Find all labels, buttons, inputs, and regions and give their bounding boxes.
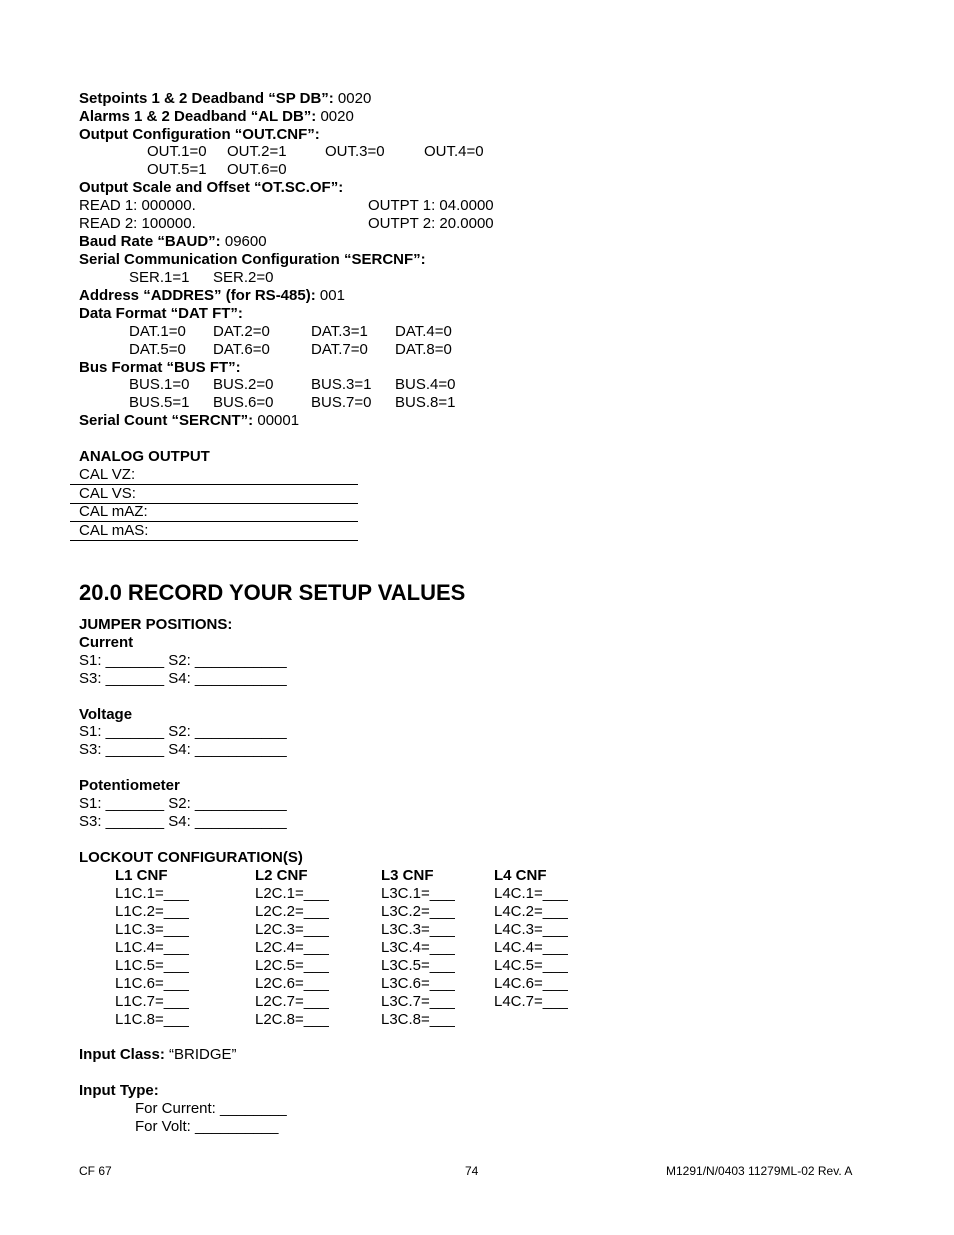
sp-db-line: [79, 90, 371, 108]
lockout-item: L3C.7=___: [381, 993, 455, 1010]
address-label: Address “ADDRES” (for RS-485):: [79, 287, 316, 304]
bus-ft-item: BUS.6=0: [213, 394, 274, 411]
lockout-col-header: L1 CNF: [115, 867, 168, 884]
out-cnf-item: OUT.1=0: [147, 143, 207, 160]
jumper-line: S3: _______ S4: ___________: [79, 741, 287, 758]
bus-ft-item: BUS.2=0: [213, 376, 274, 393]
cal-vs-label: CAL VS:: [79, 485, 136, 502]
jumper-line: S1: _______ S2: ___________: [79, 723, 287, 740]
lockout-col-header: L2 CNF: [255, 867, 308, 884]
lockout-item: L3C.6=___: [381, 975, 455, 992]
lockout-item: L1C.4=___: [115, 939, 189, 956]
lockout-item: L1C.3=___: [115, 921, 189, 938]
bus-ft-item: BUS.1=0: [129, 376, 190, 393]
baud-label: Baud Rate “BAUD”:: [79, 233, 221, 250]
lockout-item: L2C.3=___: [255, 921, 329, 938]
al-db-line: [79, 108, 354, 126]
sercnf-label: Serial Communication Configuration “SERCNF”:: [79, 251, 426, 268]
lockout-item: L3C.3=___: [381, 921, 455, 938]
bus-ft-item: BUS.3=1: [311, 376, 372, 393]
jumper-line: S1: _______ S2: ___________: [79, 795, 287, 812]
out-cnf-item: OUT.4=0: [424, 143, 484, 160]
dat-ft-item: DAT.8=0: [395, 341, 452, 358]
lockout-item: L1C.2=___: [115, 903, 189, 920]
lockout-item: L4C.4=___: [494, 939, 568, 956]
bus-ft-item: BUS.4=0: [395, 376, 456, 393]
dat-ft-item: DAT.5=0: [129, 341, 186, 358]
sercnf-item: SER.2=0: [213, 269, 274, 286]
jumper-heading: JUMPER POSITIONS:: [79, 616, 233, 633]
lockout-item: L2C.4=___: [255, 939, 329, 956]
dat-ft-item: DAT.4=0: [395, 323, 452, 340]
group-potentiometer-heading: Potentiometer: [79, 777, 180, 794]
input-type-heading: Input Type:: [79, 1082, 159, 1099]
al-db-value: 0020: [316, 108, 354, 125]
lockout-item: L4C.5=___: [494, 957, 568, 974]
analog-output-heading: ANALOG OUTPUT: [79, 448, 210, 465]
lockout-heading: LOCKOUT CONFIGURATION(S): [79, 849, 303, 866]
baud-value: 09600: [220, 233, 267, 250]
input-class-line: [79, 1046, 237, 1064]
footer-right: M1291/N/0403 11279ML-02 Rev. A: [666, 1164, 853, 1178]
outpt1: OUTPT 1: 04.0000: [368, 197, 494, 214]
dat-ft-item: DAT.6=0: [213, 341, 270, 358]
input-class-label: Input Class:: [79, 1046, 165, 1063]
dat-ft-label: Data Format “DAT FT”:: [79, 305, 243, 322]
bus-ft-item: BUS.7=0: [311, 394, 372, 411]
address-line: [79, 287, 345, 305]
lockout-item: L2C.6=___: [255, 975, 329, 992]
lockout-item: L4C.7=___: [494, 993, 568, 1010]
out-cnf-item: OUT.6=0: [227, 161, 287, 178]
lockout-item: L4C.1=___: [494, 885, 568, 902]
lockout-item: L1C.8=___: [115, 1011, 189, 1028]
lockout-item: L3C.2=___: [381, 903, 455, 920]
lockout-item: L3C.1=___: [381, 885, 455, 902]
section-title: 20.0 RECORD YOUR SETUP VALUES: [79, 580, 466, 605]
lockout-item: L2C.8=___: [255, 1011, 329, 1028]
dat-ft-item: DAT.3=1: [311, 323, 368, 340]
sercnt-label: Serial Count “SERCNT”:: [79, 412, 254, 429]
read2: READ 2: 100000.: [79, 215, 196, 232]
bus-ft-item: BUS.5=1: [129, 394, 190, 411]
jumper-line: S3: _______ S4: ___________: [79, 813, 287, 830]
sercnt-value: 00001: [253, 412, 300, 429]
lockout-item: L2C.5=___: [255, 957, 329, 974]
lockout-item: L2C.2=___: [255, 903, 329, 920]
out-cnf-item: OUT.3=0: [325, 143, 385, 160]
lockout-item: L3C.4=___: [381, 939, 455, 956]
input-type-volt: For Volt: __________: [135, 1118, 279, 1135]
bus-ft-label: Bus Format “BUS FT”:: [79, 359, 241, 376]
jumper-line: S1: _______ S2: ___________: [79, 652, 287, 669]
dat-ft-item: DAT.2=0: [213, 323, 270, 340]
group-current-heading: Current: [79, 634, 134, 651]
dat-ft-item: DAT.7=0: [311, 341, 368, 358]
al-db-label: Alarms 1 & 2 Deadband “AL DB”:: [79, 108, 317, 125]
bus-ft-item: BUS.8=1: [395, 394, 456, 411]
lockout-col-header: L4 CNF: [494, 867, 547, 884]
lockout-item: L3C.5=___: [381, 957, 455, 974]
jumper-line: S3: _______ S4: ___________: [79, 670, 287, 687]
footer-left: CF 67: [79, 1164, 112, 1178]
lockout-item: L1C.1=___: [115, 885, 189, 902]
input-type-current: For Current: ________: [135, 1100, 287, 1117]
cal-maz-label: CAL mAZ:: [79, 503, 148, 520]
outpt2: OUTPT 2: 20.0000: [368, 215, 494, 232]
address-value: 001: [315, 287, 345, 304]
lockout-item: L1C.7=___: [115, 993, 189, 1010]
out-cnf-label: Output Configuration “OUT.CNF”:: [79, 126, 320, 143]
sercnf-item: SER.1=1: [129, 269, 190, 286]
input-class-value: “BRIDGE”: [164, 1046, 237, 1063]
out-cnf-item: OUT.2=1: [227, 143, 287, 160]
ot-sc-of-label: Output Scale and Offset “OT.SC.OF”:: [79, 179, 344, 196]
out-cnf-item: OUT.5=1: [147, 161, 207, 178]
lockout-item: L4C.2=___: [494, 903, 568, 920]
lockout-item: L1C.6=___: [115, 975, 189, 992]
divider: [70, 540, 358, 541]
lockout-item: L2C.1=___: [255, 885, 329, 902]
lockout-col-header: L3 CNF: [381, 867, 434, 884]
group-voltage-heading: Voltage: [79, 706, 133, 723]
cal-vz-label: CAL VZ:: [79, 466, 136, 483]
read1: READ 1: 000000.: [79, 197, 196, 214]
lockout-item: L1C.5=___: [115, 957, 189, 974]
sercnt-line: [79, 412, 299, 430]
sp-db-label: Setpoints 1 & 2 Deadband “SP DB”:: [79, 90, 334, 107]
sp-db-value: 0020: [333, 90, 372, 107]
lockout-item: L4C.3=___: [494, 921, 568, 938]
dat-ft-item: DAT.1=0: [129, 323, 186, 340]
lockout-item: L3C.8=___: [381, 1011, 455, 1028]
cal-mas-label: CAL mAS:: [79, 522, 149, 539]
page-number: 74: [465, 1164, 479, 1178]
baud-line: [79, 233, 267, 251]
lockout-item: L4C.6=___: [494, 975, 568, 992]
lockout-item: L2C.7=___: [255, 993, 329, 1010]
